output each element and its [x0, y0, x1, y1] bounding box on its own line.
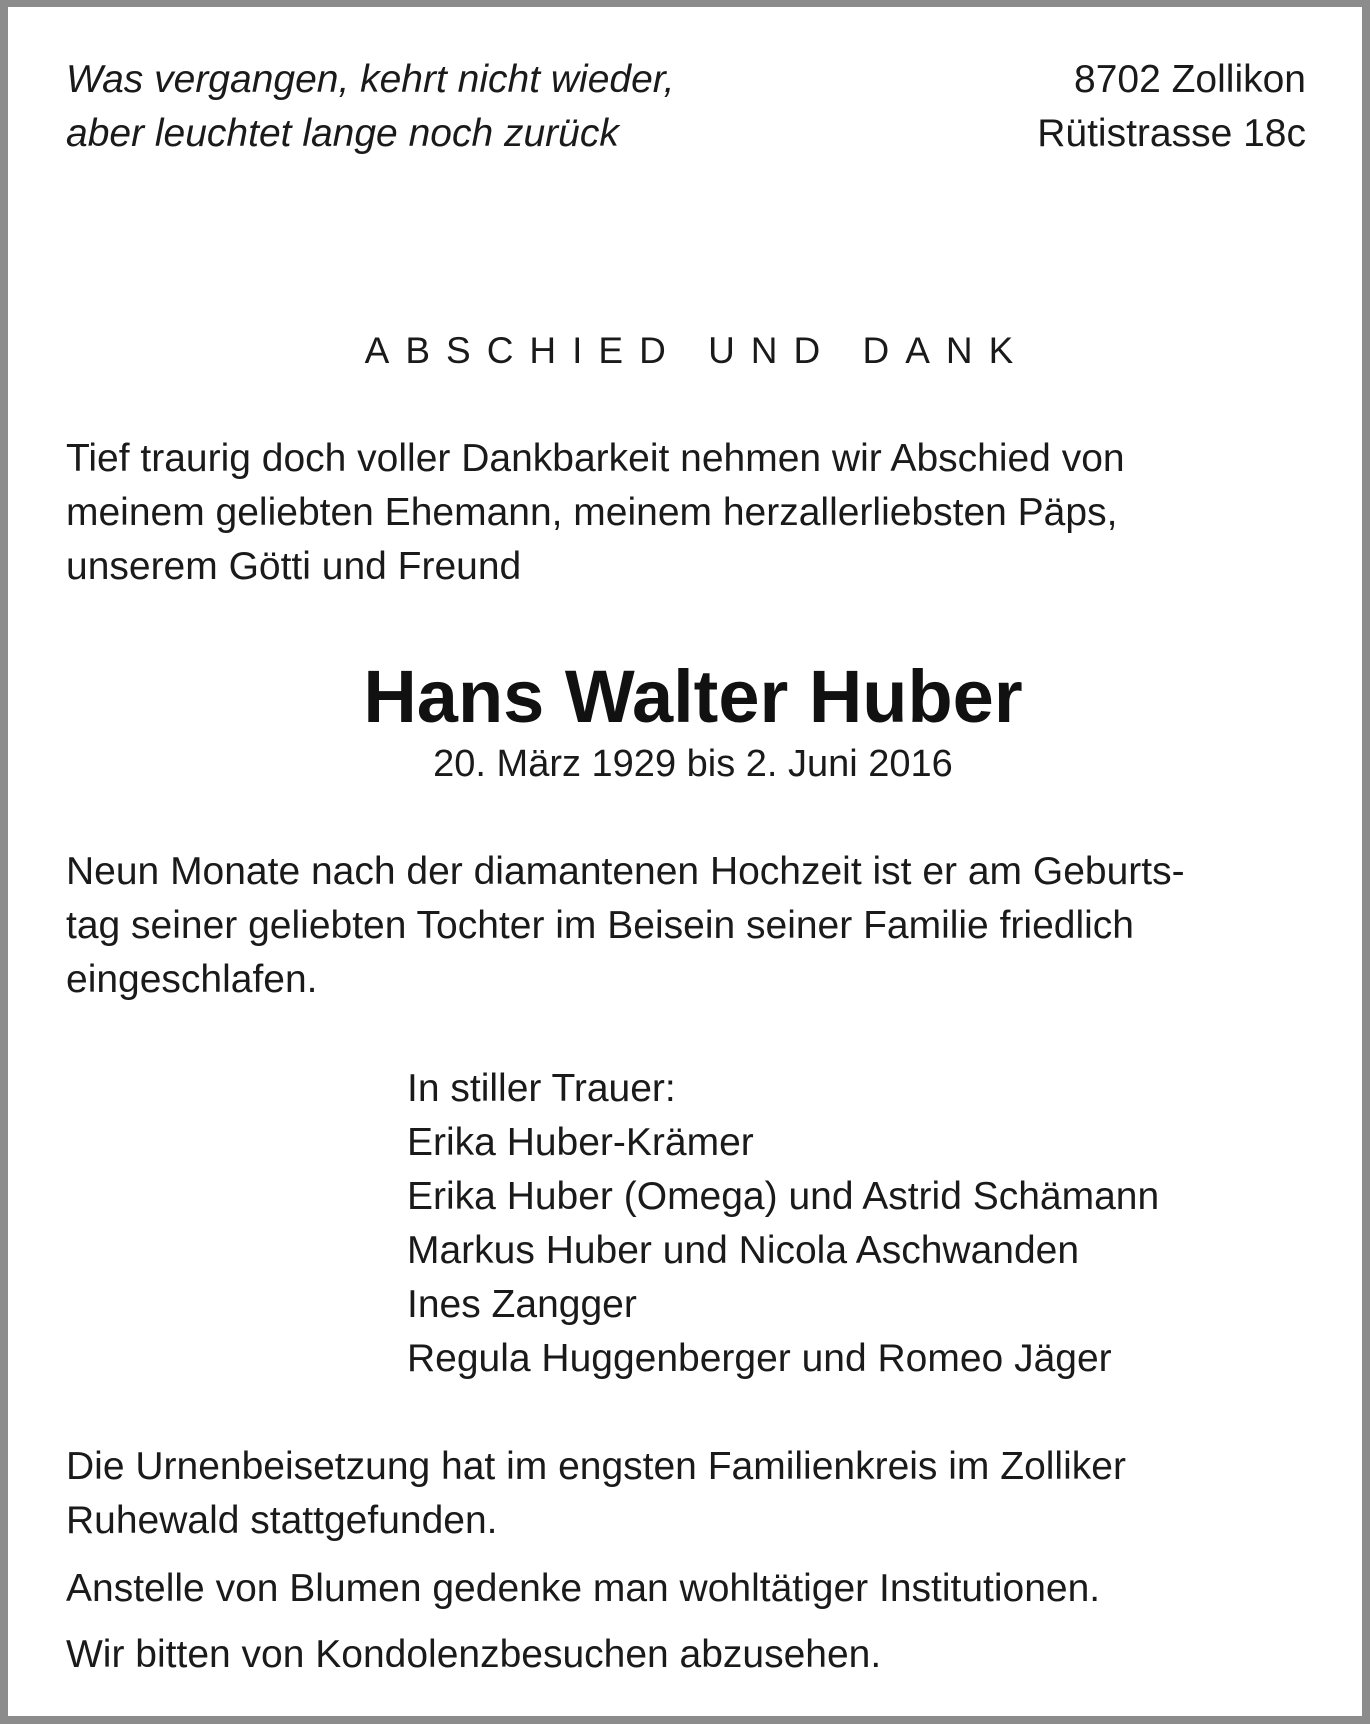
intro-line: meinem geliebten Ehemann, meinem herzallerliebsten Päps, [66, 491, 1118, 534]
address-city: 8702 Zollikon [1074, 58, 1306, 101]
address-block [1037, 53, 1306, 161]
bio-line: Neun Monate nach der diamantenen Hochzeit ist er am Geburts- [66, 850, 1185, 893]
mourner-name: Erika Huber-Krämer [407, 1121, 754, 1164]
flowers-note: Anstelle von Blumen gedenke man wohltätiger Institutionen. [66, 1567, 1101, 1610]
mourner-name: Regula Huggenberger und Romeo Jäger [407, 1337, 1112, 1380]
intro-paragraph [66, 432, 1336, 594]
address-street: Rütistrasse 18c [1037, 112, 1306, 155]
bio-line: eingeschlafen. [66, 958, 318, 1001]
motto-line-1: Was vergangen, kehrt nicht wieder, [66, 58, 675, 101]
burial-line: Ruhewald stattgefunden. [66, 1499, 498, 1542]
deceased-name: Hans Walter Huber [363, 655, 1023, 738]
intro-line: Tief traurig doch voller Dankbarkeit nehmen wir Abschied von [66, 437, 1125, 480]
mourner-name: Markus Huber und Nicola Aschwanden [407, 1229, 1080, 1272]
motto-line-2: aber leuchtet lange noch zurück [66, 112, 619, 155]
burial-paragraph [66, 1440, 1336, 1548]
mourner-name: Erika Huber (Omega) und Astrid Schämann [407, 1175, 1160, 1218]
motto-quote [66, 53, 674, 161]
mourners-list [407, 1062, 1159, 1386]
notice-heading: ABSCHIED UND DANK [364, 330, 1030, 371]
mourner-name: Ines Zangger [407, 1283, 637, 1326]
intro-line: unserem Götti und Freund [66, 545, 522, 588]
mourners-label: In stiller Trauer: [407, 1067, 676, 1110]
life-dates: 20. März 1929 bis 2. Juni 2016 [433, 743, 953, 785]
bio-paragraph [66, 845, 1336, 1007]
bio-line: tag seiner geliebten Tochter im Beisein seiner Familie friedlich [66, 904, 1134, 947]
burial-line: Die Urnenbeisetzung hat im engsten Familienkreis im Zolliker [66, 1445, 1126, 1488]
condolences-note: Wir bitten von Kondolenzbesuchen abzusehen. [66, 1633, 882, 1676]
